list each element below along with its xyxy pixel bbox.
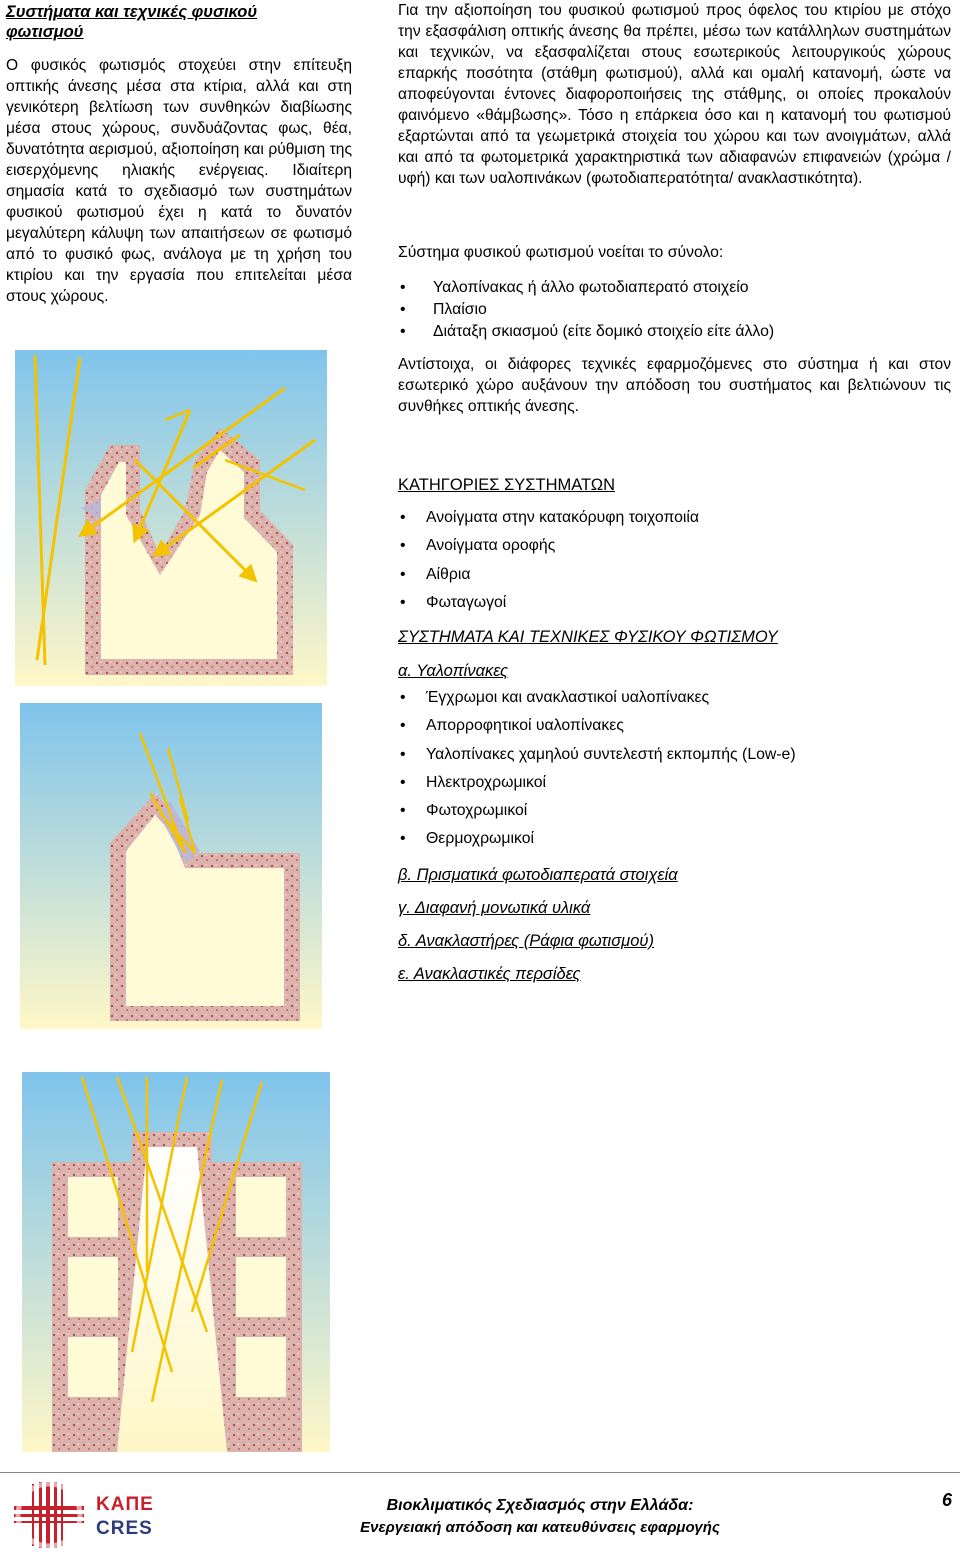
list-item: • Απορροφητικοί υαλοπίνακες — [398, 712, 796, 740]
footer-title-line-2: Ενεργειακή απόδοση και κατευθύνσεις εφαρμογής — [360, 1519, 720, 1536]
list-item: • Υαλοπίνακες χαμηλού συντελεστή εκπομπής (Low-e) — [398, 741, 796, 769]
footer-divider — [0, 1472, 960, 1473]
logo-text-cres: CRES — [96, 1518, 153, 1539]
system-list — [398, 277, 951, 343]
systems-title: ΣΥΣΤΗΜΑΤΑ ΚΑΙ ΤΕΧΝΙΚΕΣ ΦΥΣΙΚΟΥ ΦΩΤΙΣΜΟΥ — [398, 628, 778, 646]
list-item: • Ηλεκτροχρωμικοί — [398, 769, 796, 797]
cres-logo-icon — [10, 1480, 88, 1550]
subheading-reflectors: δ. Ανακλαστήρες (Ράφια φωτισμού) — [398, 932, 654, 950]
footer-title — [260, 1495, 820, 1539]
categories-list — [398, 504, 699, 617]
list-item: • Φωτοχρωμικοί — [398, 797, 796, 825]
diagram-roof-opening — [20, 703, 322, 1029]
footer-title-line-1: Βιοκλιματικός Σχεδιασμός στην Ελλάδα: — [386, 1497, 694, 1514]
section-title: Συστήματα και τεχνικές φυσικού φωτισμού — [6, 3, 258, 41]
diagram-roof-monitors — [15, 350, 327, 686]
glass-list — [398, 684, 796, 854]
logo-text-kape: ΚΑΠΕ — [96, 1494, 154, 1515]
subheading-insulation: γ. Διαφανή μονωτικά υλικά — [398, 899, 591, 917]
system-intro: Σύστημα φυσικού φωτισμού νοείται το σύνολο: — [398, 244, 724, 261]
list-item: • Θερμοχρωμικοί — [398, 825, 796, 853]
list-item: • Ανοίγματα οροφής — [398, 532, 699, 560]
subheading-prismatic: β. Πρισματικά φωτοδιαπερατά στοιχεία — [398, 866, 678, 884]
list-item: • Ανοίγματα στην κατακόρυφη τοιχοποιία — [398, 504, 699, 532]
list-item: • Φωταγωγοί — [398, 589, 699, 617]
right-paragraph-2: Αντίστοιχα, οι διάφορες τεχνικές εφαρμοζόμενες στο σύστημα ή και στον εσωτερικό χώρο αυξάνουν την απόδοση του συστήματος και βελτιώνουν τις συνθήκες οπτικής άνεσης. — [398, 356, 951, 415]
categories-title: ΚΑΤΗΓΟΡΙΕΣ ΣΥΣΤΗΜΑΤΩΝ — [398, 476, 616, 494]
list-item: • Αίθρια — [398, 561, 699, 589]
list-item: • Πλαίσιο — [398, 299, 951, 321]
glass-title: α. Υαλοπίνακες — [398, 662, 509, 680]
intro-paragraph: Ο φυσικός φωτισμός στοχεύει στην επίτευξη οπτικής άνεσης μέσα στα κτίρια, αλλά και στη γενικότερη βελτίωση των συνθηκών διαβίωσης μέσα στους χώρους, συνδυάζοντας φως, θέα, δυνατότητα αερισμού, αξιοποίηση και ρύθμιση της εισερχόμενης ηλιακής ενέργειας. Ιδιαίτερη σημασία κατά το σχεδιασμό των συστημάτων φυσικού φωτισμού έχει η κατά το δυνατόν μεγαλύτερη κάλυψη των απαιτήσεων σε φωτισμό από το φυσικό φως, ανάλογα με τη χρήση του κτιρίου και την εργασία που επιτελείται μέσα στους χώρους. — [6, 57, 352, 305]
list-item: • Έγχρωμοι και ανακλαστικοί υαλοπίνακες — [398, 684, 796, 712]
diagram-light-well — [22, 1072, 330, 1452]
page-number: 6 — [941, 1490, 952, 1510]
list-item: • Υαλοπίνακας ή άλλο φωτοδιαπερατό στοιχείο — [398, 277, 951, 299]
list-item: • Διάταξη σκιασμού (είτε δομικό στοιχείο είτε άλλο) — [398, 321, 951, 343]
right-paragraph-1: Για την αξιοποίηση του φυσικού φωτισμού προς όφελος του κτιρίου με στόχο την εξασφάλιση οπτικής άνεσης θα πρέπει, μέσω των κατάλληλων συστημάτων και τεχνικών, να εξασφαλίζεται στους εσωτερικούς λειτουργικούς χώρους επαρκής ποσότητα (στάθμη φωτισμού), αλλά και ομαλή κατανομή, ώστε να αποφεύγονται έντονες διαφοροποιήσεις της στάθμης, οι οποίες προκαλούν φαινόμενο «θάμβωσης». Τόσο η επάρκεια όσο και η κατανομή του φωτισμού εξαρτώνται από τα γεωμετρικά στοιχεία του χώρου και των ανοιγμάτων, αλλά και από τα φωτομετρικά χαρακτηριστικά των αδιαφανών επιφανειών (χρώμα / υφή) και των υαλοπινάκων (φωτοδιαπερατότητα/ ανακλαστικότητα). — [398, 2, 951, 187]
subheading-louvres: ε. Ανακλαστικές περσίδες — [398, 965, 581, 983]
